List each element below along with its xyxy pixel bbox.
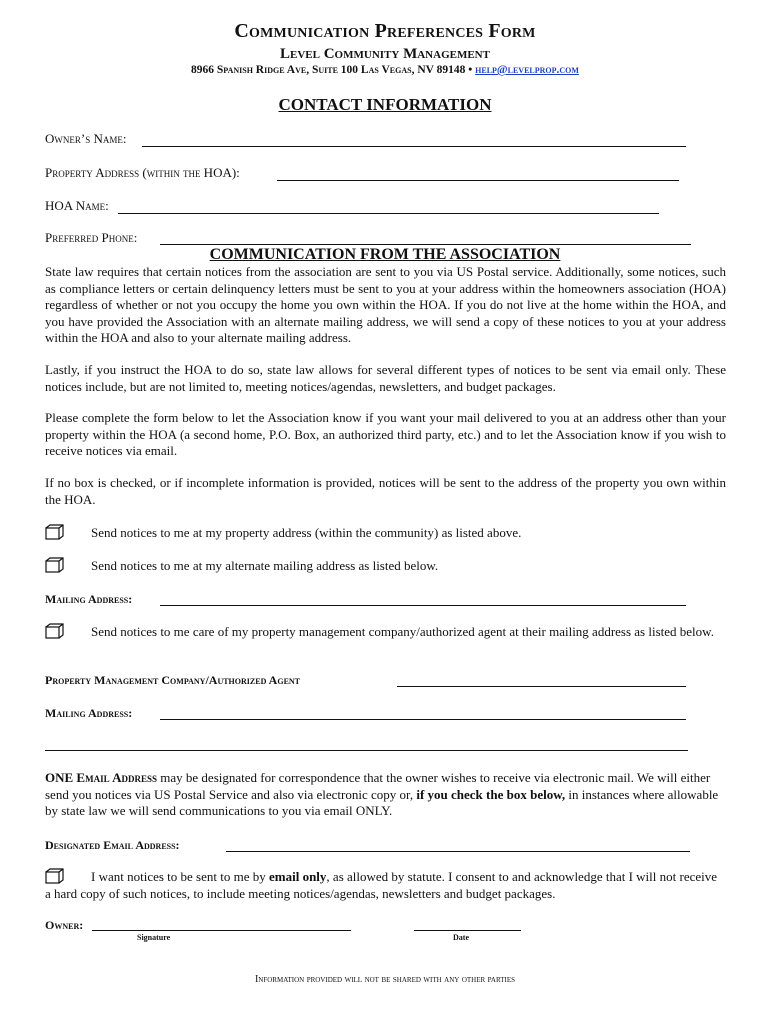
owner-signature-label: Owner:	[45, 918, 84, 932]
property-address-checkbox[interactable]	[45, 524, 65, 540]
date-caption: Date	[453, 933, 469, 942]
preferred-phone-field[interactable]	[160, 244, 691, 245]
association-heading: COMMUNICATION FROM THE ASSOCIATION	[209, 246, 561, 263]
paragraph-instructions: Please complete the form below to let the Association know if you want your mail delivered to you at an address other than your property within the HOA (a second home, P.O. Box, an authorized third party, etc.) and to let the Association know if you wish to receive notices via email.	[45, 410, 726, 459]
paragraph-state-law: State law requires that certain notices from the association are sent to you via US Postal service. Additionally, some notices, such as compliance letters or certain delinquency letters must be sent to you at your address within the homeowners association (HOA) regardless of whether or not you occupy the home you own within the HOA. If you do not live at the home within the HOA, and you have provided the Association with an alternate mailing address, we will send a copy of these notices to you at your address within the HOA and also to your alternate mailing address.	[45, 264, 726, 346]
preferred-phone-label: Preferred Phone:	[45, 230, 138, 245]
signature-caption: Signature	[137, 933, 171, 942]
mailing-address-label: Mailing Address:	[45, 592, 133, 606]
form-title: Communication Preferences Form	[234, 20, 536, 42]
intro-paragraphs	[45, 264, 726, 508]
owner-name-label: Owner’s Name:	[45, 131, 127, 146]
email-only-bold: email only	[269, 869, 327, 884]
agent-mailing-address-field-2[interactable]	[45, 750, 688, 751]
option-property-address-label: Send notices to me at my property address (within the community) as listed above.	[91, 525, 522, 540]
option-alternate-address-label: Send notices to me at my alternate mailing address as listed below.	[91, 558, 439, 573]
property-address-field[interactable]	[277, 180, 679, 181]
signature-date-field[interactable]	[414, 930, 521, 931]
hoa-name-field[interactable]	[118, 213, 659, 214]
option-management-company-label: Send notices to me care of my property management company/authorized agent at their mailing address as listed below.	[91, 624, 714, 639]
email-lead-text: may be designated for correspondence that the owner wishes to receive via electronic mail. We will either send you notices via US Postal Service and also via electronic copy or,	[45, 770, 711, 802]
agent-mailing-address-field[interactable]	[160, 719, 686, 720]
address-text: 8966 Spanish Ridge Ave, Suite 100 Las Vegas, NV 89148 •	[191, 64, 473, 76]
privacy-footer: Information provided will not be shared with any other parties	[254, 974, 516, 985]
contact-heading: CONTACT INFORMATION	[278, 95, 492, 114]
option-email-only-label	[45, 869, 726, 902]
email-lead-bold: ONE Email Address	[45, 770, 158, 785]
company-address	[0, 64, 770, 76]
property-address-label: Property Address (within the HOA):	[45, 165, 240, 180]
agent-mailing-address-label: Mailing Address:	[45, 706, 133, 720]
management-company-label: Property Management Company/Authorized Agent	[45, 673, 301, 687]
email-lead-bold2: if you check the box below,	[416, 786, 566, 802]
email-only-text-b: , as allowed by statute. I consent to and acknowledge that I will not receive a hard copy of such notices, to include meeting notices/agendas, newsletters and budget packages.	[45, 869, 718, 901]
company-name: Level Community Management	[280, 46, 490, 62]
alternate-address-checkbox[interactable]	[45, 557, 65, 573]
owner-name-field[interactable]	[142, 146, 686, 147]
management-company-field[interactable]	[397, 686, 686, 687]
email-paragraph	[45, 770, 726, 820]
paragraph-default: If no box is checked, or if incomplete information is provided, notices will be sent to the address of the property you own within the HOA.	[45, 474, 726, 507]
designated-email-field[interactable]	[226, 851, 690, 852]
email-only-text-a: I want notices to be sent to me by	[91, 869, 269, 884]
paragraph-email-notices: Lastly, if you instruct the HOA to do so, state law allows for several different types of notices to be sent via email only. These notices include, but are not limited to, meeting notices/agendas, newsletters, and budget packages.	[45, 361, 726, 394]
email-lead-text2: in instances where allowable by state law we will send communications to you via email ONLY.	[45, 786, 719, 819]
owner-signature-field[interactable]	[92, 930, 351, 931]
hoa-name-label: HOA Name:	[45, 198, 109, 213]
mailing-address-field[interactable]	[160, 605, 686, 606]
designated-email-label: Designated Email Address:	[45, 838, 180, 852]
help-email-link[interactable]: help@levelprop.com	[475, 64, 579, 76]
